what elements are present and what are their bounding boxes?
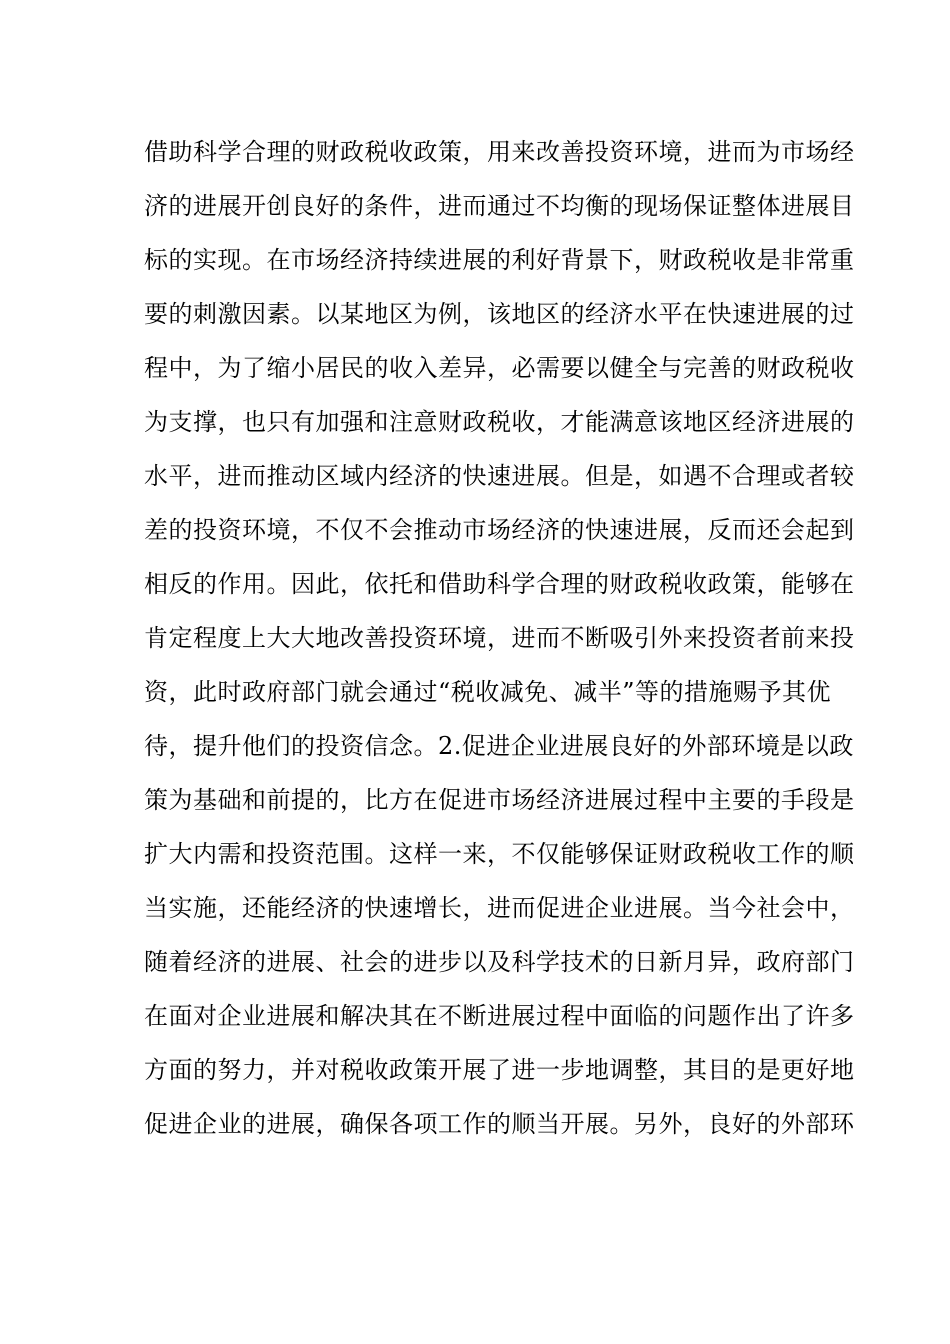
text-line: 肯定程度上大大地改善投资环境，进而不断吸引外来投资者前来投 xyxy=(144,624,855,652)
body-paragraph xyxy=(144,125,855,1151)
text-line: 随着经济的进展、社会的进步以及科学技术的日新月异，政府部门 xyxy=(144,948,855,976)
text-line: 水平，进而推动区域内经济的快速进展。但是，如遇不合理或者较 xyxy=(144,462,855,490)
text-line: 要的刺激因素。以某地区为例，该地区的经济水平在快速进展的过 xyxy=(144,300,855,328)
text-line: 差的投资环境，不仅不会推动市场经济的快速进展，反而还会起到 xyxy=(144,516,855,544)
text-line: 方面的努力，并对税收政策开展了进一步地调整，其目的是更好地 xyxy=(144,1056,855,1084)
text-line: 扩大内需和投资范围。这样一来，不仅能够保证财政税收工作的顺 xyxy=(144,840,855,868)
text-line: 待，提升他们的投资信念。2.促进企业进展良好的外部环境是以政 xyxy=(144,732,854,760)
text-line: 为支撑，也只有加强和注意财政税收，才能满意该地区经济进展的 xyxy=(144,408,855,436)
text-line: 在面对企业进展和解决其在不断进展过程中面临的问题作出了许多 xyxy=(144,1002,855,1030)
text-line: 济的进展开创良好的条件，进而通过不均衡的现场保证整体进展目 xyxy=(144,192,855,220)
text-line: 促进企业的进展，确保各项工作的顺当开展。另外，良好的外部环 xyxy=(144,1110,855,1138)
text-line: 策为基础和前提的，比方在促进市场经济进展过程中主要的手段是 xyxy=(144,786,855,814)
text-line: 相反的作用。因此，依托和借助科学合理的财政税收政策，能够在 xyxy=(144,570,855,598)
text-line: 标的实现。在市场经济持续进展的利好背景下，财政税收是非常重 xyxy=(144,246,855,274)
text-line: 资，此时政府部门就会通过“税收减免、减半”等的措施赐予其优 xyxy=(144,678,832,706)
text-line: 当实施，还能经济的快速增长，进而促进企业进展。当今社会中， xyxy=(144,894,855,922)
text-line: 借助科学合理的财政税收政策，用来改善投资环境，进而为市场经 xyxy=(144,138,855,166)
text-line: 程中，为了缩小居民的收入差异，必需要以健全与完善的财政税收 xyxy=(144,354,855,382)
